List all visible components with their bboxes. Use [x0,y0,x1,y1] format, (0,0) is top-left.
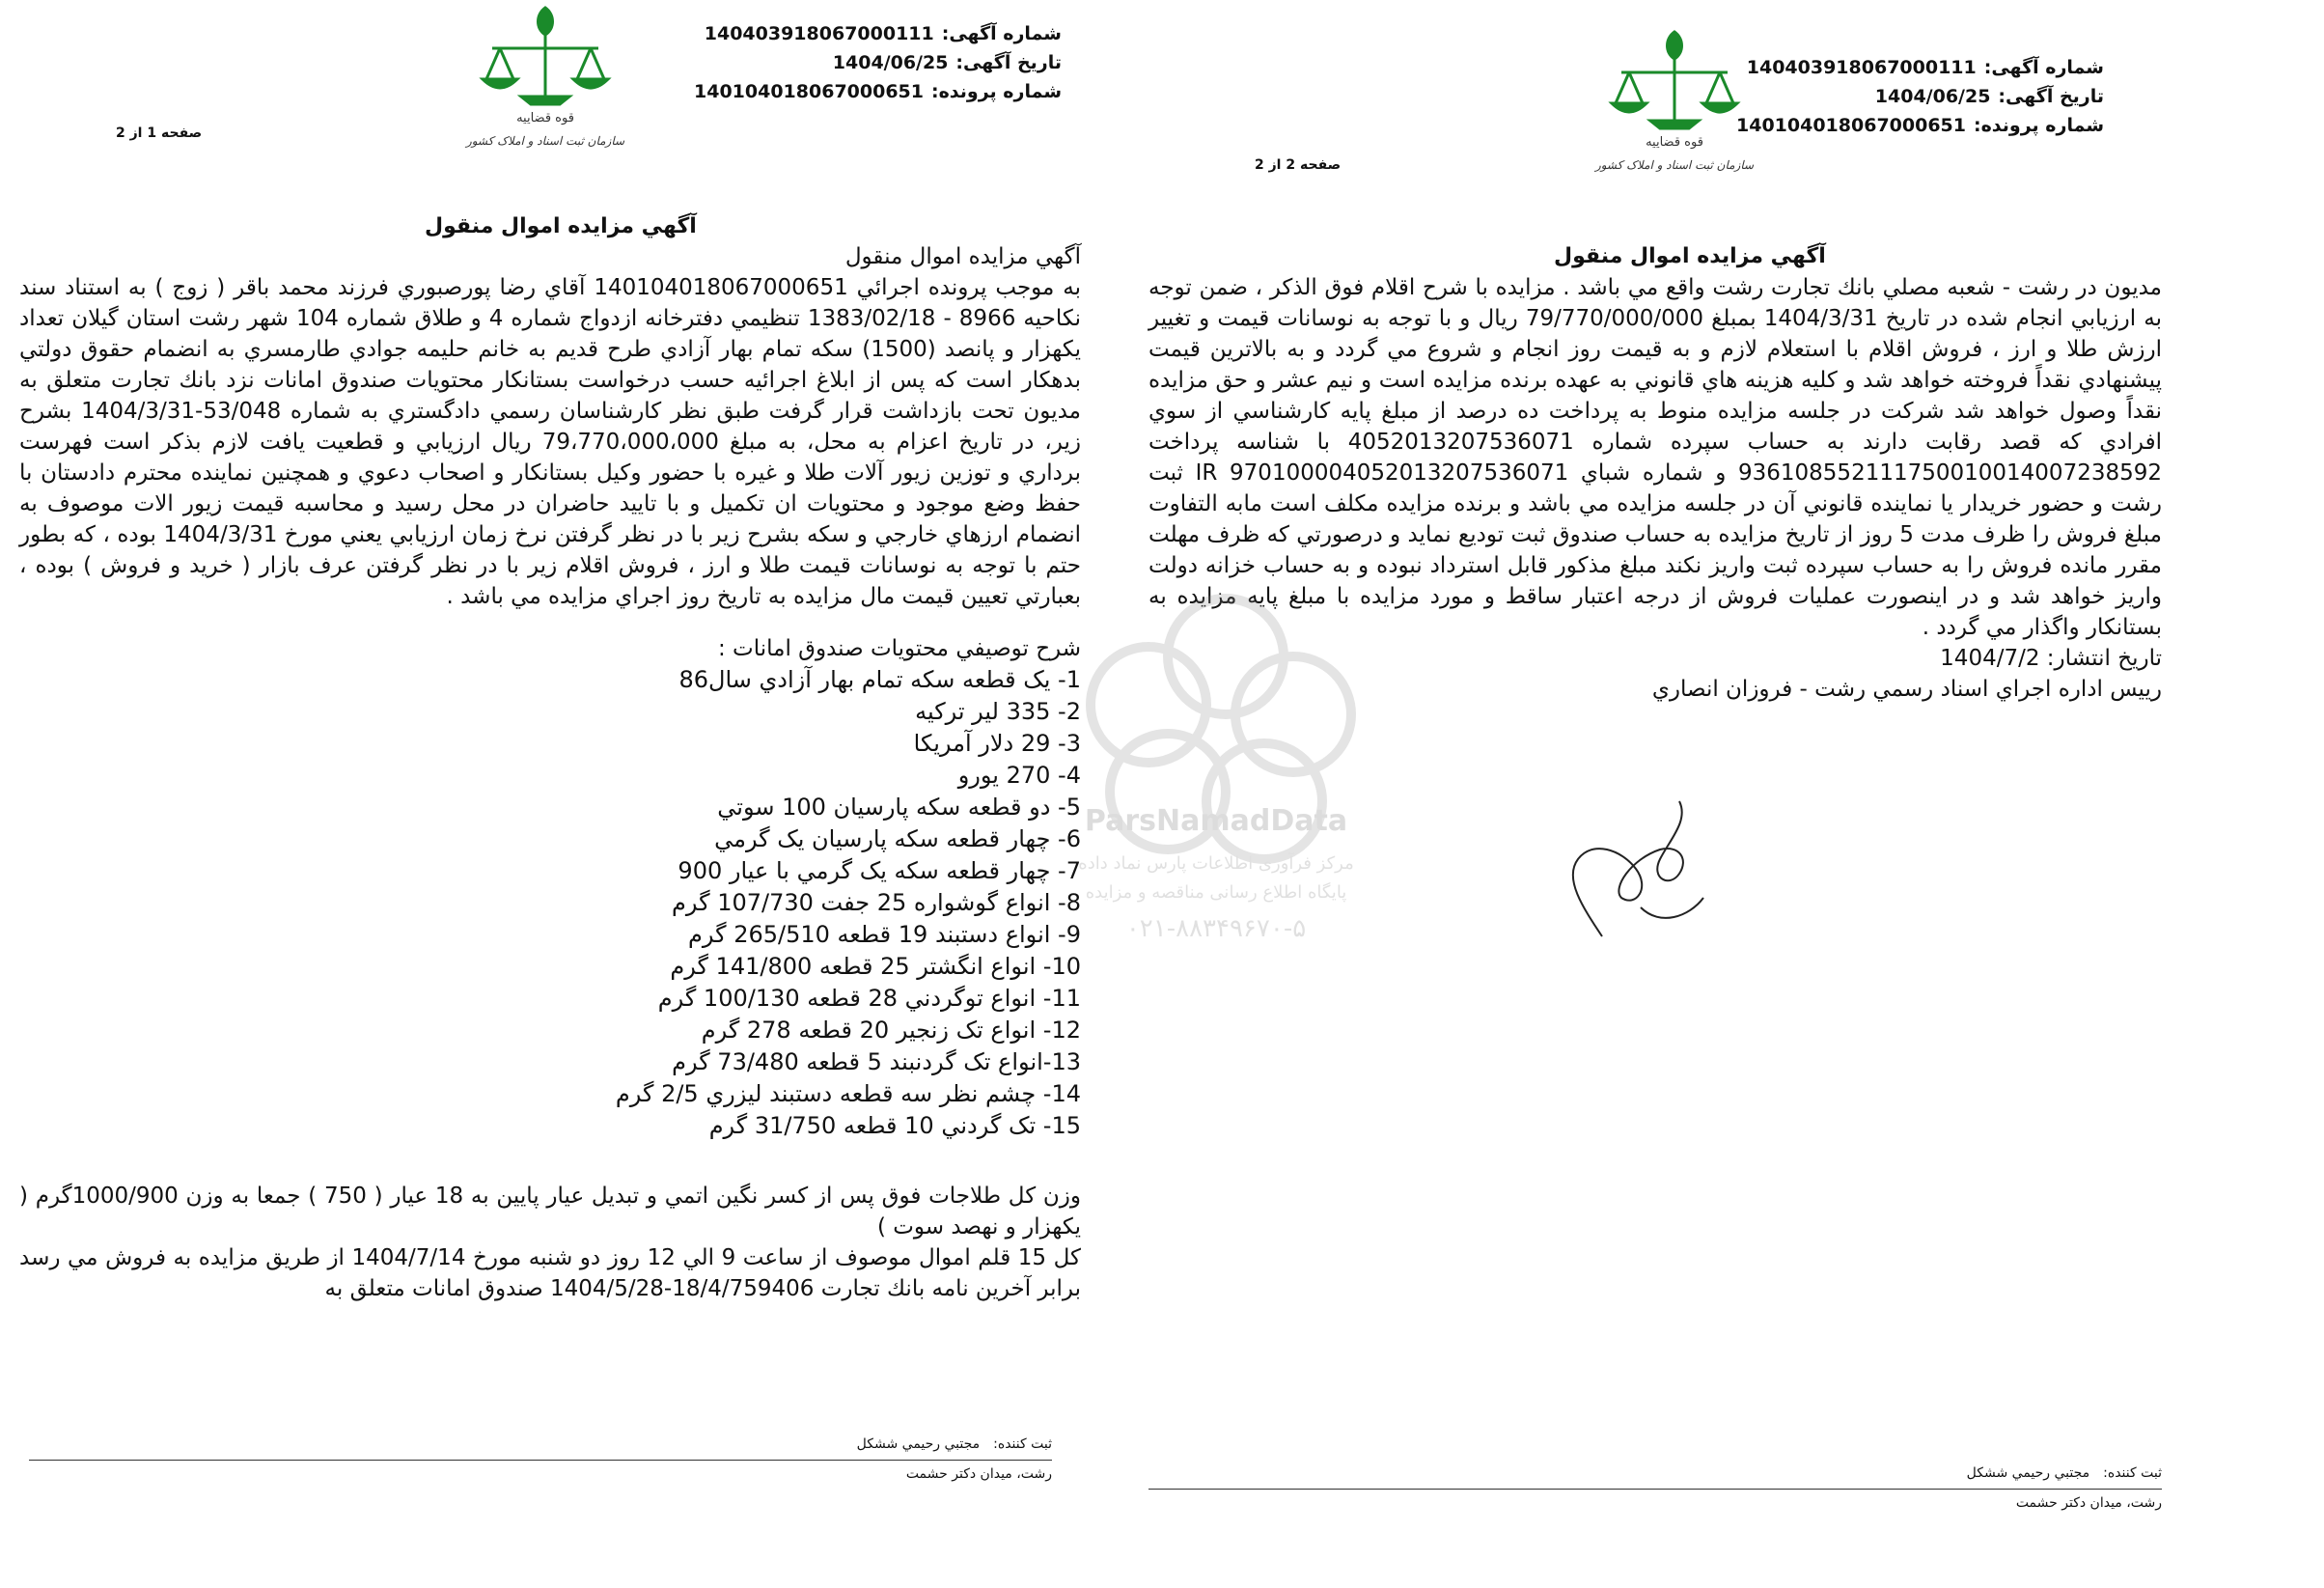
ad-date-label: تاریخ آگهی: [1998,86,2104,107]
page-2-header-info [1737,53,2104,140]
subtitle: آگهي مزايده اموال منقول [844,244,1081,269]
paragraph-terms: مديون در رشت - شعبه مصلي بانك تجارت رشت واقع مي باشد . مزايده با شرح اقلام فوق الذكر ، ضمن توجه به ارزيابي انجام شده در تاريخ 1404/3/31 بمبلغ 79/770/000/000 ريال و با توجه به نوسانات قيمت و تغيير ارزش طلا و ارز ، فروش اقلام با استعلام لازم و به قيمت روز انجام و شروع مي گردد و به بالاترين قيمت پيشنهادي نقداً فروخته خواهد شد و كليه هزينه هاي قانوني به عهده برنده مزايده است و نيم عشر و حق مزايده نقداً وصول خواهد شد شركت در جلسه مزايده منوط به پرداخت ده درصد از مبلغ پايه كارشناسي از سوي افرادي كه قصد رقابت دارند به حساب سپرده شماره 4052013207536071 با شناسه پرداخت 936108552111750010014007238592 و شماره شباي IR 970100004052013207536071 ثبت رشت و حضور خريدار يا نماينده قانوني آن در جلسه مزايده مي باشد و برنده مزايده مكلف است مابه التفاوت مبلغ فروش را ظرف مدت 5 روز از تاريخ مزايده به حساب صندوق ثبت توديع نمايد و درصورتي كه ظرف مهلت مقرر مانده فروش را به حساب سپرده ثبت واريز نكند مبلغ مذكور قابل استرداد نبوده و به حساب خزانه دولت واريز خواهد شد و در اينصورت عمليات فروش از درجه اعتبار ساقط و مورد مزايده با مبلغ پايه مزايده به بستانكار واگذار مي گردد . [1148,275,2163,640]
announcement-page-1 [0,0,1100,1588]
watermark-name: ParsNamadData [1084,804,1348,838]
emblem-org-line2: سازمان ثبت اسناد و املاک کشور [1594,158,1755,172]
list-item: 14- چشم نظر سه قطعه دستبند ليزري 2/5 گرم [615,1080,1081,1107]
paragraph-intro: به موجب پرونده اجرائي 140104018067000651 آقاي رضا پورصبوري فرزند محمد باقر ( زوج ) به استناد سند نكاحيه 8966 - 1383/02/18 تنظيمي دفترخانه ازدواج شماره 4 و طلاق شماره 104 شهر رشت استان گيلان تعداد يكهزار و پانصد (1500) سكه تمام بهار آزادي طرح قديم به خانم حليمه جوادي طارمسري به انضمام حقوق دولتي بدهكار است كه پس از ابلاغ اجرائيه حسب درخواست بستانكار محتويات صندوق امانات نزد بانك تجارت متعلق به مديون تحت بازداشت قرار گرفت طبق نظر كارشناسان رسمي دادگستري به شماره 53/048-1404/3/31 بشرح زير، در تاريخ اعزام به محل، به مبلغ 79،770،000،000 ريال ارزيابي و قطعيت يافت لازم بذكر است فهرست برداري و توزين زيور آلات طلا و غيره با حضور وكيل بستانكار و اصحاب دعوي و همچنين نماينده محترم دادستان با حفظ وضع موجود و محتويات ان تكميل و با تاييد حاضران در محل رسيد و محاسبه قيمت زيور الات موصوف به انضمام ارزهاي خارجي و سكه بشرح زير با در نظر گرفتن نرخ زمان ارزيابي يعني مورخ 1404/3/31 بوده ، كه بطور حتم با توجه به نوسانات قيمت طلا و ارز ، فروش اقلام زير با در نظر گرفتن عرف بازار ( خريد و فروش ) بوده ، بعبارتي تعيين قيمت مال مزايده به تاريخ روز اجراي مزايده مي باشد . [19,275,1082,609]
list-item: 15- تک گردني 10 قطعه 31/750 گرم [708,1112,1081,1139]
footer-divider [29,1460,1052,1461]
registrar-label: ثبت كننده: [993,1436,1052,1452]
registrar-name: مجتبي رحيمي ششكل [856,1436,981,1452]
address: رشت، ميدان دكتر حشمت [2015,1495,2162,1511]
page-number: صفحه 2 از 2 [1255,157,1342,173]
address: رشت، ميدان دكتر حشمت [905,1466,1052,1482]
case-number-label: شماره پرونده: [930,81,1062,102]
ad-number-label: شماره آگهی: [941,23,1062,44]
page-title: آگهي مزايده اموال منقول [1554,244,1826,268]
emblem-org-line1: قوه قضاییه [516,111,574,125]
watermark-line1: مرکز فرآوری اطلاعات پارس نماد داده [1078,853,1354,874]
ad-number-label: شماره آگهی: [1983,57,2104,78]
ad-date: 1404/06/25 [832,52,949,73]
list-item: 4- 270 يورو [957,762,1081,789]
case-number: 140104018067000651 [1736,115,1966,136]
page-2-body [1148,272,2162,705]
page-2-footer [1148,1465,2162,1511]
watermark-phone: ۰۲۱-۸۸۳۴۹۶۷۰-۵ [1125,914,1307,943]
emblem-org-line1: قوه قضاییه [1646,135,1703,150]
emblem-org-line2: سازمان ثبت اسناد و املاک کشور [465,134,625,148]
watermark-line2: پایگاه اطلاع رسانی مناقصه و مزایده [1085,882,1347,903]
list-item: 3- 29 دلار آمريکا [913,730,1081,757]
signatory: رييس اداره اجراي اسناد رسمي رشت - فروزان انصاري [1651,677,2162,702]
list-item: 13-انواع تک گردنبند 5 قطعه 73/480 گرم [672,1048,1081,1075]
footer-divider [1148,1489,2162,1490]
publish-date-label: تاريخ انتشار: [2046,646,2162,671]
registrar-label: ثبت كننده: [2103,1465,2162,1481]
paragraph-auction-time: كل 15 قلم اموال موصوف از ساعت 9 الي 12 روز دو شنبه مورخ 1404/7/14 از طريق مزايده به فروش مي رسد برابر آخرين نامه بانك تجارت 18/4/759406-1404/5/28 صندوق امانات متعلق به [19,1245,1081,1301]
publish-date: 1404/7/2 [1940,646,2040,671]
list-item: 7- چهار قطعه سکه يک گرمي با عيار 900 [678,857,1081,884]
contents-list [19,664,1081,1142]
judiciary-emblem-icon [463,0,627,174]
list-item: 10- انواع انگشتر 25 قطعه 141/800 گرم [670,953,1081,980]
list-item: 6- چهار قطعه سکه پارسيان يک گرمي [714,825,1081,852]
page-1-header-info [676,19,1062,106]
paragraph-total-weight: وزن كل طلاجات فوق پس از كسر نگين اتمي و تبديل عيار پايين به 18 عيار ( 750 ) جمعا به وزن 1000/900گرم ( يكهزار و نهصد سوت ) [19,1184,1082,1240]
list-item: 1- يک قطعه سکه تمام بهار آزادي سال86 [678,666,1081,693]
page-number: صفحه 1 از 2 [116,125,203,141]
publish-date-row [1148,643,2162,674]
ad-date-label: تاریخ آگهی: [955,52,1062,73]
judiciary-emblem-icon [1592,19,1757,203]
page-1-footer [29,1436,1052,1482]
case-number: 140104018067000651 [694,81,924,102]
case-number-label: شماره پرونده: [1973,115,2104,136]
list-heading: شرح توصيفي محتويات صندوق امانات : [718,636,1081,661]
list-item: 8- انواع گوشواره 25 جفت 107/730 گرم [672,889,1081,916]
page-1-body [19,241,1081,1304]
ad-date: 1404/06/25 [1874,86,1991,107]
list-item: 11- انواع توگردني 28 قطعه 100/130 گرم [657,985,1081,1012]
signature-image [1544,792,1718,946]
list-item: 2- 335 لير ترکيه [915,698,1081,725]
ad-number: 140403918067000111 [1746,57,1977,78]
registrar-name: مجتبي رحيمي ششكل [1966,1465,2090,1481]
list-item: 9- انواع دستبند 19 قطعه 265/510 گرم [688,921,1081,948]
list-item: 5- دو قطعه سکه پارسيان 100 سوتي [717,794,1081,821]
list-item: 12- انواع تک زنجير 20 قطعه 278 گرم [701,1017,1081,1044]
page-title: آگهي مزايده اموال منقول [425,214,697,238]
ad-number: 140403918067000111 [704,23,934,44]
